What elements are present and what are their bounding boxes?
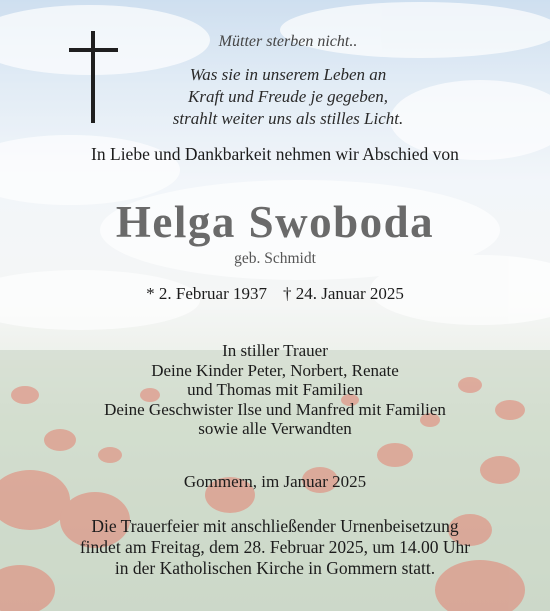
deceased-name: Helga Swoboda <box>115 197 435 247</box>
funeral-service-info <box>0 516 550 579</box>
death-date: † 24. Januar 2025 <box>283 284 404 303</box>
farewell-intro: In Liebe und Dankbarkeit nehmen wir Abschied von <box>91 144 459 164</box>
poem-line: strahlt weiter uns als stilles Licht. <box>172 109 404 128</box>
mourners-line: sowie alle Verwandten <box>198 419 352 438</box>
poem-line: Kraft und Freude je gegeben, <box>187 87 388 106</box>
poem-text <box>100 64 476 130</box>
service-line: in der Katholischen Kirche in Gommern statt. <box>114 558 436 578</box>
mourners-line: Deine Kinder Peter, Norbert, Renate <box>151 360 399 380</box>
mourners-line: und Thomas mit Familien <box>187 380 363 399</box>
service-line: findet am Freitag, dem 28. Februar 2025, um 14.00 Uhr <box>79 537 471 557</box>
birth-date: * 2. Februar 1937 <box>146 284 267 303</box>
poem-title: Mütter sterben nicht.. <box>218 33 358 50</box>
service-line: Die Trauerfeier mit anschließender Urnenbeisetzung <box>91 516 459 536</box>
mourners-list <box>0 341 550 439</box>
mourners-line: In stiller Trauer <box>222 341 328 360</box>
place-and-date: Gommern, im Januar 2025 <box>183 472 367 491</box>
life-dates <box>0 284 550 304</box>
maiden-name: geb. Schmidt <box>234 250 316 267</box>
mourners-line: Deine Geschwister Ilse und Manfred mit Familien <box>104 399 446 419</box>
poem-line: Was sie in unserem Leben an <box>189 65 387 84</box>
